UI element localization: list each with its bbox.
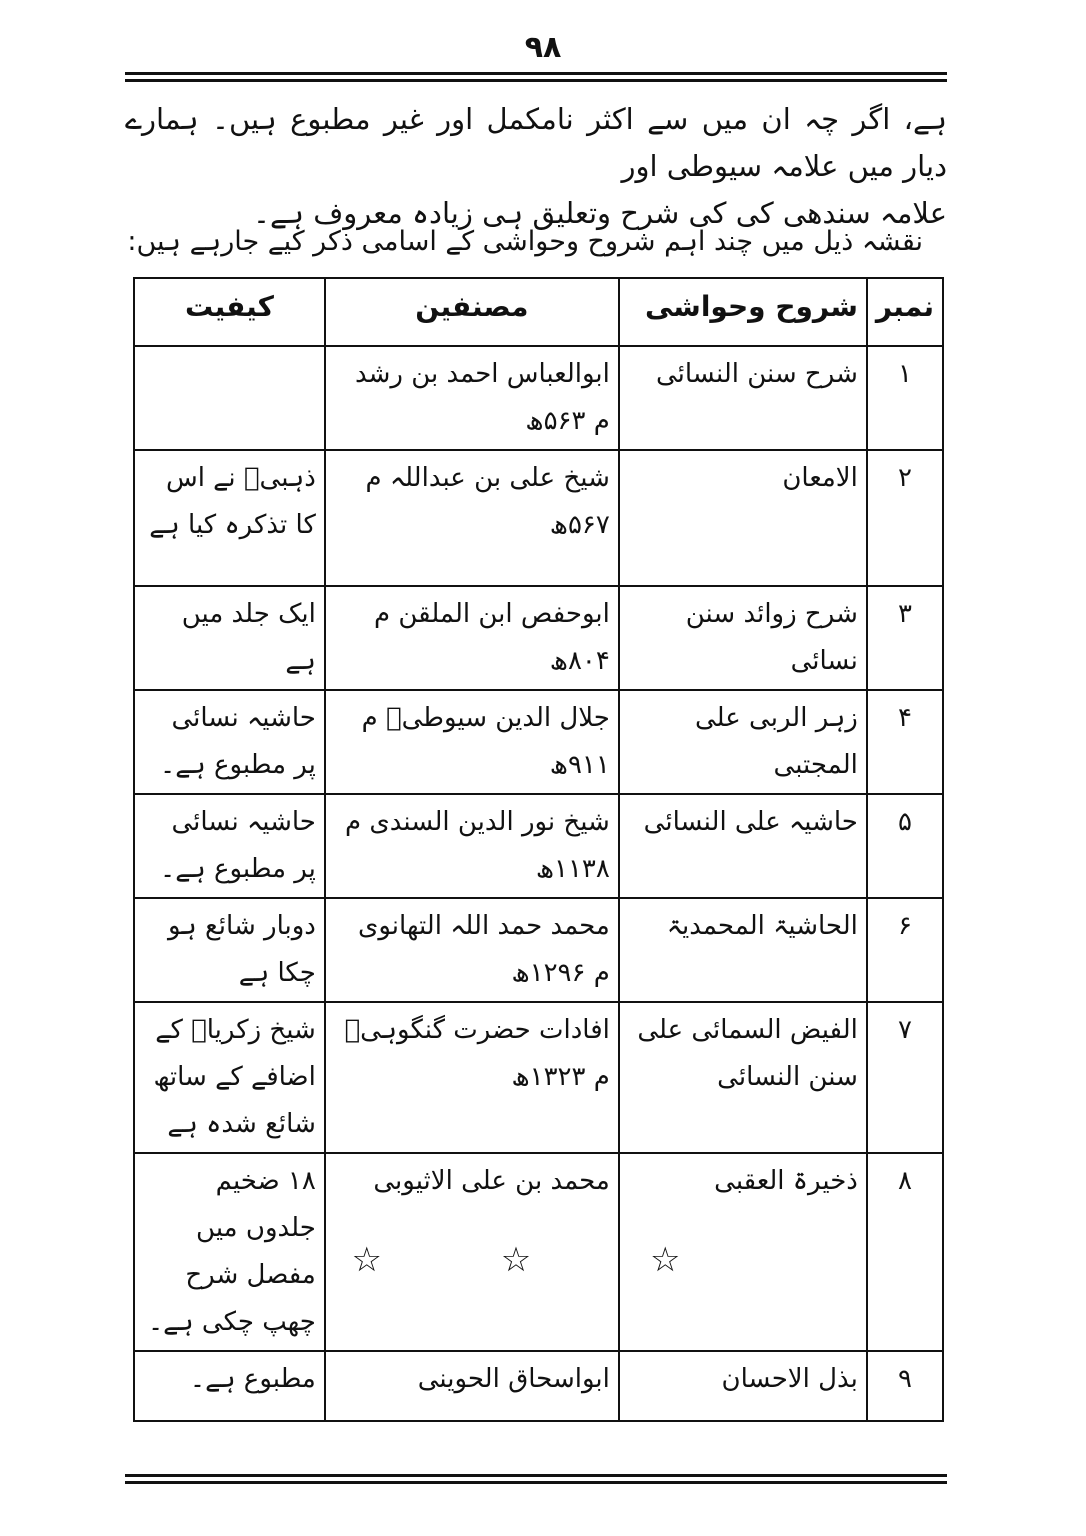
cell-keyfiyat: مطبوع ہے۔ <box>134 1351 325 1421</box>
cell-keyfiyat: دوبار شائع ہو چکا ہے <box>134 898 325 1002</box>
table-row <box>134 450 943 586</box>
cell-keyfiyat: حاشیہ نسائی پر مطبوع ہے۔ <box>134 690 325 794</box>
header-double-rule <box>125 72 947 82</box>
cell-number: ۷ <box>867 1002 943 1153</box>
cell-keyfiyat: ذہبیؒ نے اس کا تذکرہ کیا ہے <box>134 450 325 586</box>
cell-author: شیخ علی بن عبداللہ م ۵۶۷ھ <box>325 450 619 586</box>
header-sharh: شروح وحواشی <box>619 278 867 346</box>
cell-sharh: شرح سنن النسائی <box>619 346 867 450</box>
cell-sharh: زہر الربی علی المجتبی <box>619 690 867 794</box>
cell-author: ابوالعباس احمد بن رشد م ۵۶۳ھ <box>325 346 619 450</box>
section-divider-stars <box>0 1240 1086 1280</box>
intro-line-1: ہے، اگر چہ ان میں سے اکثر نامکمل اور غیر مطبوع ہیں۔ ہمارے دیار میں علامہ سیوطی اور <box>125 102 947 183</box>
star-icon: ☆ <box>351 1240 436 1280</box>
table-row <box>134 690 943 794</box>
header-number: نمبر <box>867 278 943 346</box>
cell-sharh: حاشیہ علی النسائی <box>619 794 867 898</box>
cell-author: افادات حضرت گنگوہیؒ م ۱۳۲۳ھ <box>325 1002 619 1153</box>
table-row <box>134 1351 943 1421</box>
cell-sharh: شرح زوائد سنن نسائی <box>619 586 867 690</box>
cell-number: ۲ <box>867 450 943 586</box>
cell-number: ۶ <box>867 898 943 1002</box>
intro-line-2: علامہ سندھی کی کی شرح وتعلیق ہی زیادہ معروف ہے۔ <box>253 196 947 230</box>
cell-author: شیخ نور الدین السندی م ۱۱۳۸ھ <box>325 794 619 898</box>
footer-double-rule <box>125 1474 947 1484</box>
cell-sharh: ذخیرۃ العقبی <box>619 1153 867 1351</box>
cell-number: ۹ <box>867 1351 943 1421</box>
cell-author: محمد حمد اللہ التھانوی م ۱۲۹۶ھ <box>325 898 619 1002</box>
cell-author: محمد بن علی الاثیوبی <box>325 1153 619 1351</box>
cell-keyfiyat: ۱۸ ضخیم جلدوں میں مفصل شرح چھپ چکی ہے۔ <box>134 1153 325 1351</box>
cell-keyfiyat <box>134 346 325 450</box>
cell-keyfiyat: حاشیہ نسائی پر مطبوع ہے۔ <box>134 794 325 898</box>
intro-paragraph <box>125 96 947 237</box>
cell-number: ۱ <box>867 346 943 450</box>
table-row <box>134 898 943 1002</box>
header-keyfiyat: کیفیت <box>134 278 325 346</box>
table-row <box>134 794 943 898</box>
cell-author: ابوحفص ابن الملقن م ۸۰۴ھ <box>325 586 619 690</box>
table-row <box>134 586 943 690</box>
cell-keyfiyat: ایک جلد میں ہے <box>134 586 325 690</box>
table-header-row <box>134 278 943 346</box>
page-number: ۹۸ <box>524 30 562 65</box>
table-row <box>134 346 943 450</box>
header-author: مصنفین <box>325 278 619 346</box>
table-caption: نقشہ ذیل میں چند اہم شروح وحواشی کے اسامی ذکر کیے جارہے ہیں: <box>127 226 923 257</box>
cell-sharh: الحاشیۃ المحمدیۃ <box>619 898 867 1002</box>
cell-number: ۵ <box>867 794 943 898</box>
cell-sharh: بذل الاحسان <box>619 1351 867 1421</box>
cell-author: جلال الدین سیوطیؒ م ۹۱۱ھ <box>325 690 619 794</box>
cell-sharh: الامعان <box>619 450 867 586</box>
cell-author: ابواسحاق الحوینی <box>325 1351 619 1421</box>
cell-number: ۸ <box>867 1153 943 1351</box>
cell-sharh: الفیض السمائی علی سنن النسائی <box>619 1002 867 1153</box>
star-icon: ☆ <box>650 1240 735 1280</box>
cell-number: ۴ <box>867 690 943 794</box>
cell-keyfiyat: شیخ زکریاؒ کے اضافے کے ساتھ شائع شدہ ہے <box>134 1002 325 1153</box>
table-row <box>134 1002 943 1153</box>
cell-number: ۳ <box>867 586 943 690</box>
star-icon: ☆ <box>500 1240 586 1280</box>
